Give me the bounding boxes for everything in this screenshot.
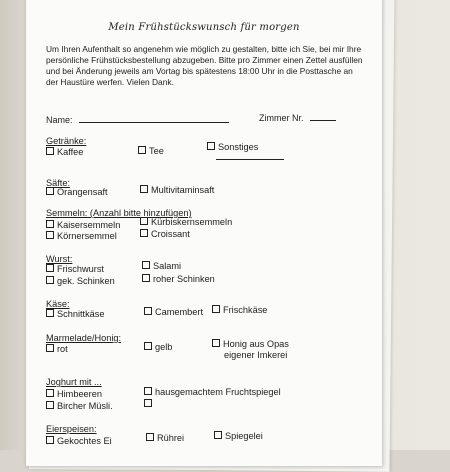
section-heading-semmeln: Semmeln: (Anzahl bitte hinzufügen)	[46, 208, 192, 218]
option-rot[interactable]: rot	[46, 344, 68, 354]
section-heading-kaese: Käse:	[46, 299, 70, 309]
option-spiegelei[interactable]: Spiegelei	[214, 431, 263, 441]
checkbox-icon[interactable]	[46, 436, 54, 444]
checkbox-icon[interactable]	[46, 187, 54, 195]
option-himbeeren[interactable]: Himbeeren	[46, 389, 102, 399]
section-heading-eierspeisen: Eierspeisen:	[46, 424, 97, 434]
room-field[interactable]	[259, 112, 336, 123]
option-multivitaminsaft[interactable]: Multivitaminsaft	[140, 185, 214, 195]
name-line[interactable]	[79, 114, 229, 123]
checkbox-icon[interactable]	[46, 309, 54, 317]
name-field[interactable]	[46, 114, 229, 125]
option-kuerbiskernsemmeln[interactable]: Kürbiskernsemmeln	[140, 217, 232, 227]
option-kaffee[interactable]: Kaffee	[46, 147, 83, 157]
checkbox-icon[interactable]	[142, 274, 150, 282]
checkbox-icon[interactable]	[46, 344, 54, 352]
form-title: Mein Frühstückswunsch für morgen	[108, 22, 300, 33]
option-gelb[interactable]: gelb	[144, 342, 172, 352]
option-orangensaft[interactable]: Orangensaft	[46, 187, 108, 197]
option-kaisersemmeln[interactable]: Kaisersemmeln	[46, 220, 120, 230]
checkbox-icon[interactable]	[212, 339, 220, 347]
sonstiges-write-line[interactable]	[216, 159, 284, 160]
checkbox-icon[interactable]	[146, 433, 154, 441]
checkbox-icon[interactable]	[46, 231, 54, 239]
option-salami[interactable]: Salami	[142, 261, 181, 271]
section-heading-marmelade: Marmelade/Honig:	[46, 333, 122, 343]
room-line[interactable]	[310, 112, 336, 121]
option-koernersemmel[interactable]: Körnersemmel	[46, 231, 117, 241]
option-honig[interactable]: Honig aus Opas	[212, 339, 289, 349]
option-frischkaese[interactable]: Frischkäse	[212, 305, 267, 315]
checkbox-icon[interactable]	[212, 305, 220, 313]
room-label: Zimmer Nr.	[259, 113, 304, 123]
checkbox-icon[interactable]	[144, 387, 152, 395]
name-label: Name:	[46, 115, 73, 125]
checkbox-icon[interactable]	[214, 431, 222, 439]
form-intro-text: Um Ihren Aufenthalt so angenehm wie möglich zu gestalten, bitte ich Sie, bei mir Ihre persönliche Frühstücksbestellung abzugeben. Bitte pro Zimmer einen Zettel ausfüllen und bei Änderung jeweils am Vortag bis spätestens 18:00 Uhr in die Posttasche an der Haustüre werfen. Vielen Dank.	[46, 44, 363, 87]
checkbox-icon[interactable]	[46, 147, 54, 155]
option-schnittkaese[interactable]: Schnittkäse	[46, 309, 105, 319]
checkbox-icon[interactable]	[140, 217, 148, 225]
checkbox-icon[interactable]	[46, 264, 54, 272]
section-heading-joghurt: Joghurt mit ...	[46, 377, 102, 387]
option-sonstiges[interactable]: Sonstiges	[207, 142, 258, 152]
option-ruehrei[interactable]: Rührei	[146, 433, 184, 443]
option-tee[interactable]: Tee	[138, 146, 164, 156]
option-gekochtes-ei[interactable]: Gekochtes Ei	[46, 436, 112, 446]
option-frischwurst[interactable]: Frischwurst	[46, 264, 104, 274]
checkbox-icon[interactable]	[46, 276, 54, 284]
option-bircher-muesli[interactable]: Bircher Müsli.	[46, 401, 113, 411]
checkbox-icon[interactable]	[140, 229, 148, 237]
checkbox-icon[interactable]	[46, 389, 54, 397]
checkbox-icon[interactable]	[46, 220, 54, 228]
section-heading-saefte: Säfte:	[46, 178, 71, 188]
option-croissant[interactable]: Croissant	[140, 229, 190, 239]
breakfast-order-form	[26, 0, 382, 466]
option-roher-schinken[interactable]: roher Schinken	[142, 274, 215, 284]
section-heading-wurst: Wurst:	[46, 254, 73, 264]
option-joghurt-extra[interactable]	[144, 399, 155, 409]
option-camembert[interactable]: Camembert	[144, 307, 203, 317]
option-fruchtspiegel[interactable]: hausgemachtem Fruchtspiegel	[144, 387, 281, 397]
option-honig-line2: eigener Imkerei	[224, 350, 288, 360]
checkbox-icon[interactable]	[140, 185, 148, 193]
checkbox-icon[interactable]	[142, 261, 150, 269]
checkbox-icon[interactable]	[138, 146, 146, 154]
section-heading-getraenke: Getränke:	[46, 136, 87, 146]
checkbox-icon[interactable]	[144, 399, 152, 407]
checkbox-icon[interactable]	[207, 142, 215, 150]
checkbox-icon[interactable]	[144, 342, 152, 350]
checkbox-icon[interactable]	[144, 307, 152, 315]
checkbox-icon[interactable]	[46, 401, 54, 409]
option-gek-schinken[interactable]: gek. Schinken	[46, 276, 115, 286]
